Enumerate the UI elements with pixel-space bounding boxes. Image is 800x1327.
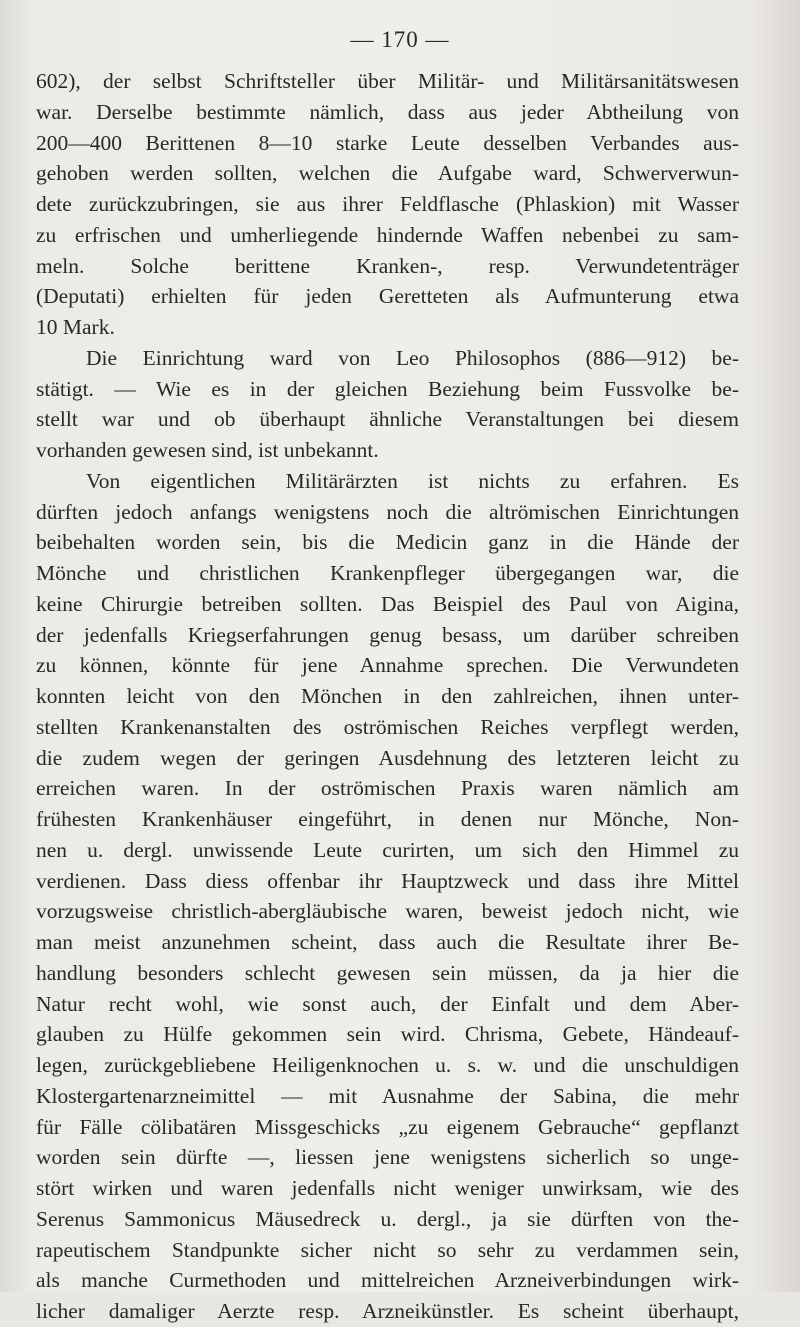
text-line: (Deputati) erhielten für jeden Geretteten als Aufmunterung etwa xyxy=(36,284,739,309)
text-line: stellten Krankenanstalten des oströmischen Reiches verpflegt werden, xyxy=(36,714,739,739)
text-line: Mönche und christlichen Krankenpfleger übergegangen war, die xyxy=(36,561,739,585)
text-line: worden sein dürfte —, liessen jene wenigstens sicherlich so unge- xyxy=(36,1145,739,1170)
text-line: die zudem wegen der geringen Ausdehnung des letzteren leicht zu xyxy=(36,745,739,770)
text-line: als manche Curmethoden und mittelreichen Arzneiverbindungen wirk- xyxy=(36,1268,739,1293)
text-line: man meist anzunehmen scheint, dass auch die Resultate ihrer Be- xyxy=(36,930,739,954)
body-text xyxy=(36,66,739,1327)
text-line: 10 Mark. xyxy=(36,315,115,339)
text-line: stört wirken und waren jedenfalls nicht weniger unwirksam, wie des xyxy=(36,1176,739,1200)
text-line: glauben zu Hülfe gekommen sein wird. Chrisma, Gebete, Händeauf- xyxy=(36,1022,739,1047)
text-line: Von eigentlichen Militärärzten ist nichts zu erfahren. Es xyxy=(86,468,739,493)
text-line: Die Einrichtung ward von Leo Philosophos (886—912) be- xyxy=(86,345,739,370)
text-line: vorhanden gewesen sind, ist unbekannt. xyxy=(36,438,379,462)
text-line: meln. Solche berittene Kranken-, resp. Verwundetenträger xyxy=(36,253,739,278)
text-line: war. Derselbe bestimmte nämlich, dass aus jeder Abtheilung von xyxy=(36,99,739,124)
text-line: Natur recht wohl, wie sonst auch, der Einfalt und dem Aber- xyxy=(36,991,739,1016)
text-line: Klostergartenarzneimittel — mit Ausnahme der Sabina, die mehr xyxy=(36,1083,739,1108)
text-line: dürften jedoch anfangs wenigstens noch die altrömischen Einrichtungen xyxy=(36,499,739,524)
text-line: zu erfrischen und umherliegende hindernde Waffen nebenbei zu sam- xyxy=(36,222,739,247)
text-line: licher damaliger Aerzte resp. Arzneikünstler. Es scheint überhaupt, xyxy=(36,1299,739,1323)
text-line: gehoben werden sollten, welchen die Aufgabe ward, Schwerverwun- xyxy=(36,161,739,186)
text-line: handlung besonders schlecht gewesen sein müssen, da ja hier die xyxy=(36,960,739,985)
text-line: der jedenfalls Kriegserfahrungen genug besass, um darüber schreiben xyxy=(36,622,739,647)
text-line: Serenus Sammonicus Mäusedreck u. dergl., ja sie dürften von the- xyxy=(36,1206,739,1231)
text-line: 200—400 Berittenen 8—10 starke Leute desselben Verbandes aus- xyxy=(36,130,739,155)
text-line: zu können, könnte für jene Annahme sprechen. Die Verwundeten xyxy=(36,653,739,678)
text-line: 602), der selbst Schriftsteller über Militär- und Militärsanitätswesen xyxy=(36,69,739,93)
text-line: nen u. dergl. unwissende Leute curirten, um sich den Himmel zu xyxy=(36,837,739,862)
text-line: stätigt. — Wie es in der gleichen Beziehung beim Fussvolke be- xyxy=(36,376,739,401)
text-line: vorzugsweise christlich-abergläubische waren, beweist jedoch nicht, wie xyxy=(36,899,739,924)
text-line: konnten leicht von den Mönchen in den zahlreichen, ihnen unter- xyxy=(36,684,739,708)
text-line: rapeutischem Standpunkte sicher nicht so sehr zu verdammen sein, xyxy=(36,1237,739,1262)
text-line: beibehalten worden sein, bis die Medicin ganz in die Hände der xyxy=(36,530,739,555)
text-line: stellt war und ob überhaupt ähnliche Veranstaltungen bei diesem xyxy=(36,407,739,432)
text-line: keine Chirurgie betreiben sollten. Das Beispiel des Paul von Aigina, xyxy=(36,591,739,616)
page-number: — 170 — xyxy=(350,27,450,52)
text-line: verdienen. Dass diess offenbar ihr Hauptzweck und dass ihre Mittel xyxy=(36,868,739,893)
text-line: erreichen waren. In der oströmischen Praxis waren nämlich am xyxy=(36,776,739,801)
text-line: frühesten Krankenhäuser eingeführt, in denen nur Mönche, Non- xyxy=(36,807,739,831)
text-line: legen, zurückgebliebene Heiligenknochen u. s. w. und die unschuldigen xyxy=(36,1053,739,1077)
text-line: dete zurückzubringen, sie aus ihrer Feldflasche (Phlaskion) mit Wasser xyxy=(36,192,739,216)
text-line: für Fälle cölibatären Missgeschicks „zu eigenem Gebrauche“ gepflanzt xyxy=(36,1114,739,1139)
